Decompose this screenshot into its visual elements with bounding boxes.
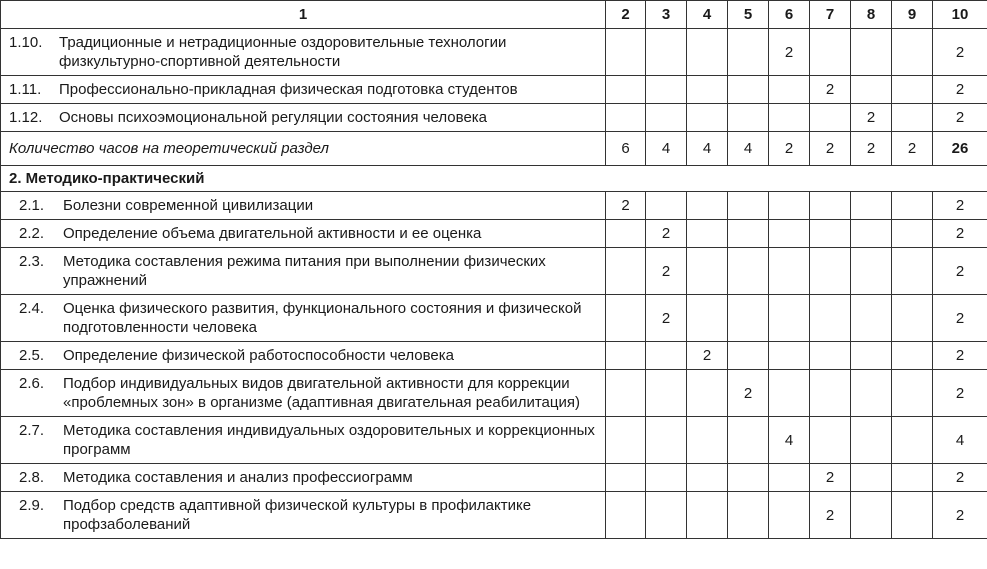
topic-cell [1,29,606,76]
hours-cell: 2 [646,295,687,342]
hours-cell [728,295,769,342]
topic-title: Подбор индивидуальных видов двигательной активности для коррекции «проблемных зон» в организме (адаптивная двигательная реабилитация) [63,375,580,411]
hours-cell: 2 [933,295,987,342]
hours-cell: 2 [810,132,851,166]
table-row [1,220,987,248]
hours-cell: 2 [810,464,851,492]
table-row [1,417,987,464]
hours-cell [687,248,728,295]
hours-cell [851,370,892,417]
hours-cell: 4 [769,417,810,464]
hours-cell [892,417,933,464]
table-row [1,192,987,220]
hours-cell: 6 [606,132,646,166]
topic-cell [1,220,606,248]
hours-cell [810,417,851,464]
table-row [1,248,987,295]
topic-title: Традиционные и нетрадиционные оздоровительные технологии физкультурно-спортивной деятельности [59,34,507,70]
col-header: 10 [933,1,987,29]
hours-cell [646,76,687,104]
hours-cell [851,29,892,76]
hours-cell: 2 [851,132,892,166]
table-row [1,104,987,132]
table-row [1,342,987,370]
hours-cell [728,76,769,104]
hours-cell [892,342,933,370]
topic-code: 1.11. [9,81,42,98]
hours-cell: 2 [728,370,769,417]
hours-cell [728,29,769,76]
hours-cell [606,76,646,104]
topic-code: 2.9. [19,497,45,514]
hours-cell [892,104,933,132]
hours-cell [728,104,769,132]
hours-cell [810,29,851,76]
topic-title: Методика составления и анализ профессиограмм [63,469,413,486]
hours-cell [728,464,769,492]
hours-cell [892,220,933,248]
topic-title: Основы психоэмоциональной регуляции состояния человека [59,109,488,126]
hours-cell [728,192,769,220]
topic-code: 2.5. [19,347,45,364]
hours-cell [892,370,933,417]
topic-cell [1,76,606,104]
hours-cell [892,464,933,492]
hours-cell [728,492,769,539]
hours-cell [892,192,933,220]
hours-cell [646,492,687,539]
hours-cell [810,104,851,132]
hours-cell: 2 [933,104,987,132]
header-row [1,1,987,29]
hours-cell [728,342,769,370]
col-header: 1 [1,1,606,29]
topic-code: 2.7. [19,422,45,439]
topic-cell [1,192,606,220]
hours-cell [687,29,728,76]
hours-cell [687,417,728,464]
hours-cell [851,248,892,295]
hours-cell [606,417,646,464]
hours-cell [606,492,646,539]
hours-cell [769,295,810,342]
hours-cell [769,464,810,492]
hours-cell: 2 [892,132,933,166]
hours-cell [728,220,769,248]
col-header: 8 [851,1,892,29]
hours-cell: 2 [606,192,646,220]
hours-cell [687,192,728,220]
hours-cell: 4 [933,417,987,464]
hours-cell [687,464,728,492]
topic-cell [1,342,606,370]
topic-cell [1,492,606,539]
total-label: Количество часов на теоретический раздел [1,132,606,166]
table-row [1,29,987,76]
hours-cell [810,220,851,248]
hours-cell [646,342,687,370]
col-header: 2 [606,1,646,29]
hours-cell: 4 [728,132,769,166]
hours-cell [810,295,851,342]
hours-cell [606,370,646,417]
hours-cell [851,192,892,220]
hours-cell [606,464,646,492]
hours-cell [646,192,687,220]
table-row [1,295,987,342]
topic-cell [1,464,606,492]
hours-cell [892,492,933,539]
hours-cell [810,342,851,370]
hours-cell: 2 [769,29,810,76]
col-header: 5 [728,1,769,29]
section-row [1,166,987,192]
hours-cell: 2 [769,132,810,166]
hours-cell: 2 [851,104,892,132]
table-row [1,464,987,492]
hours-cell: 2 [933,492,987,539]
col-header: 7 [810,1,851,29]
hours-cell [606,29,646,76]
hours-cell [769,342,810,370]
topic-code: 2.6. [19,375,45,392]
hours-cell [851,295,892,342]
topic-cell [1,248,606,295]
hours-cell [687,492,728,539]
table-row [1,76,987,104]
hours-cell [769,248,810,295]
hours-cell: 2 [933,464,987,492]
topic-code: 2.4. [19,300,45,317]
hours-cell [646,417,687,464]
hours-cell [892,295,933,342]
hours-cell: 2 [646,220,687,248]
hours-cell [606,104,646,132]
hours-cell [851,342,892,370]
topic-code: 1.10. [9,34,43,51]
topic-code: 2.8. [19,469,45,486]
section-title: 2. Методико-практический [1,166,987,192]
hours-cell [810,370,851,417]
topic-title: Профессионально-прикладная физическая подготовка студентов [59,81,518,98]
hours-cell [769,76,810,104]
hours-cell [687,370,728,417]
col-header: 3 [646,1,687,29]
hours-cell [851,220,892,248]
hours-cell: 2 [933,342,987,370]
hours-cell [892,76,933,104]
table-row [1,492,987,539]
hours-cell: 2 [687,342,728,370]
hours-cell [769,192,810,220]
hours-cell: 4 [687,132,728,166]
hours-cell [646,29,687,76]
hours-cell [769,104,810,132]
hours-cell [728,417,769,464]
topic-title: Методика составления индивидуальных оздоровительных и коррекционных программ [63,422,595,458]
topic-title: Подбор средств адаптивной физической культуры в профилактике профзаболеваний [63,497,532,533]
topic-code: 1.12. [9,109,43,126]
topic-title: Определение объема двигательной активности и ее оценка [63,225,482,242]
hours-cell [892,29,933,76]
total-row [1,132,987,166]
hours-cell: 2 [933,76,987,104]
hours-cell [687,295,728,342]
topic-cell [1,295,606,342]
hours-cell [810,248,851,295]
hours-cell: 2 [646,248,687,295]
hours-cell: 2 [933,220,987,248]
hours-cell [769,492,810,539]
hours-cell [769,220,810,248]
topic-code: 2.1. [19,197,45,214]
hours-cell [646,104,687,132]
hours-cell [728,248,769,295]
topic-title: Определение физической работоспособности человека [63,347,455,364]
hours-cell [851,464,892,492]
hours-cell: 26 [933,132,987,166]
topic-cell [1,417,606,464]
hours-cell [851,492,892,539]
hours-cell [606,248,646,295]
hours-cell [769,370,810,417]
table-row [1,370,987,417]
hours-cell: 2 [933,370,987,417]
hours-cell [687,220,728,248]
col-header: 6 [769,1,810,29]
topic-cell [1,104,606,132]
hours-cell [851,76,892,104]
hours-cell [606,295,646,342]
hours-cell: 2 [933,29,987,76]
hours-cell: 2 [933,248,987,295]
hours-cell: 2 [810,492,851,539]
topic-title: Болезни современной цивилизации [63,197,314,214]
hours-cell [687,104,728,132]
hours-cell [646,370,687,417]
col-header: 9 [892,1,933,29]
hours-cell [892,248,933,295]
topic-title: Оценка физического развития, функционального состояния и физической подготовленности человека [63,300,582,336]
topic-title: Методика составления режима питания при выполнении физических упражнений [63,253,546,289]
hours-cell [646,464,687,492]
hours-cell: 2 [810,76,851,104]
hours-cell: 4 [646,132,687,166]
hours-cell [687,76,728,104]
hours-cell [606,342,646,370]
hours-cell [606,220,646,248]
hours-cell [810,192,851,220]
hours-cell: 2 [933,192,987,220]
hours-cell [851,417,892,464]
col-header: 4 [687,1,728,29]
topic-code: 2.2. [19,225,45,242]
topic-code: 2.3. [19,253,45,270]
topic-cell [1,370,606,417]
